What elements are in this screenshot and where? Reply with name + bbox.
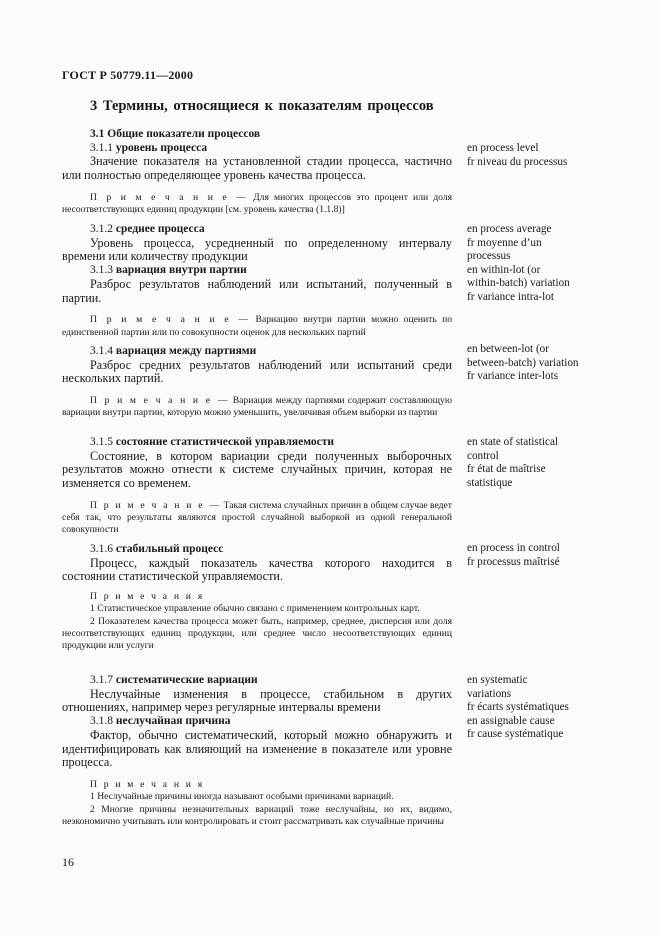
- entry-3-1-4: [62, 345, 452, 420]
- term-line: [62, 264, 452, 278]
- entry-3-1-1: [62, 128, 452, 216]
- term-note: [62, 500, 452, 537]
- equivalent-fr: fr cause systématique: [467, 728, 564, 740]
- note-lead: П р и м е ч а н и е —: [90, 191, 248, 203]
- equivalent-fr: fr variance inter-lots: [467, 370, 559, 382]
- equivalent-fr: fr processus maîtrisé: [467, 555, 560, 568]
- side-equivalents-3-1-6: [467, 542, 647, 569]
- equivalent-en: en assignable cause: [467, 714, 555, 727]
- note-item: 2 Показателем качества процесса может быть, например, среднее, дисперсия или доля несоответствующих единиц продукции, или среднее число несоответствующих единиц продукции или услуги: [62, 615, 452, 651]
- equivalent-en: en process level: [467, 142, 539, 154]
- side-equivalents-3-1-7: [467, 674, 647, 742]
- term-note: [62, 314, 452, 338]
- side-equivalents-3-1-1: [467, 142, 647, 169]
- term-definition: Состояние, в котором вариации среди полученных выборочных результатов можно отнести к системе случайных причин, которая не изменяется со временем.: [62, 448, 452, 491]
- note-lead: П р и м е ч а н и е —: [90, 499, 222, 511]
- note-text: Вариация между партиями содержит составляющую вариации внутри партии, которую можно уменьшить, увеличивая объем выборки из партии: [62, 395, 453, 419]
- note-text: Вариацию внутри партии можно оценить по единственной партии или по совокупности оценок для нескольких партий: [62, 314, 452, 338]
- term-number: 3.1.2: [90, 223, 113, 235]
- term-number: 3.1.5: [90, 436, 113, 448]
- term-number: 3.1.8: [90, 715, 113, 728]
- term-name: неслучайная причина: [115, 715, 231, 728]
- note-lead: П р и м е ч а н и е —: [90, 314, 251, 326]
- term-number: 3.1.1: [90, 141, 113, 154]
- section-title: 3 Термины, относящиеся к показателям процессов: [90, 98, 434, 114]
- side-equivalents-3-1-4: [467, 343, 647, 384]
- term-line: [62, 543, 452, 557]
- note-item: 1 Неслучайные причины иногда называют особыми причинами вариаций.: [90, 791, 394, 803]
- notes-heading: П р и м е ч а н и я: [90, 779, 205, 791]
- subsection-heading: 3.1 Общие показатели процессов: [90, 128, 261, 140]
- note-text: Для многих процессов это процент или доля несоответствующих единиц продукции [см. уровень качества (1.1.8)]: [62, 191, 453, 215]
- term-line: [62, 142, 452, 156]
- entry-3-1-5: [62, 436, 452, 537]
- term-line: [62, 715, 452, 729]
- term-definition: Фактор, обычно систематический, который можно обнаружить и идентифицировать как влияющий на изменение в показателе или уровне процесса.: [62, 727, 452, 770]
- side-equivalents-3-1-5: [467, 436, 647, 490]
- page-number: 16: [62, 855, 74, 869]
- term-number: 3.1.4: [90, 345, 113, 357]
- entry-3-1-7: [62, 674, 452, 828]
- equivalent-fr-cont: statistique: [467, 476, 513, 489]
- term-name: стабильный процесс: [115, 543, 224, 555]
- term-definition: Разброс результатов наблюдений или испытаний, полученный в партии.: [62, 276, 452, 305]
- term-name: систематические вариации: [115, 674, 258, 686]
- term-name: вариация внутри партии: [115, 264, 247, 277]
- term-line: [62, 674, 452, 688]
- equivalent-fr: fr niveau du processus: [467, 155, 568, 168]
- term-number: 3.1.3: [90, 264, 113, 277]
- equivalent-en-cont: control: [467, 449, 499, 462]
- note-text: Такая система случайных причин в общем случае ведет себя так, что результаты являются простой случайной выборкой из одной генеральной совокупности: [62, 499, 452, 536]
- side-equivalents-3-1-2: [467, 223, 647, 304]
- term-note: [62, 395, 452, 419]
- term-definition: Неслучайные изменения в процессе, стабильном в других отношениях, например через регулярные интервалы времени: [62, 686, 452, 715]
- equivalent-en: en between-lot (or: [467, 343, 550, 355]
- notes-heading: П р и м е ч а н и я: [90, 591, 205, 603]
- equivalent-fr: fr variance intra-lot: [467, 290, 554, 303]
- equivalent-en: en state of statistical: [467, 436, 559, 448]
- term-name: среднее процесса: [115, 223, 205, 235]
- equivalent-en: en process in control: [467, 542, 560, 554]
- note-item: 2 Многие причины незначительных вариаций тоже неслучайны, но их, видимо, неэкономично учитывать или контролировать и стоит рассматривать как случайные причины: [62, 803, 452, 827]
- term-name: вариация между партиями: [115, 345, 257, 357]
- equivalent-fr: fr moyenne d’un: [467, 236, 542, 249]
- term-line: [62, 436, 452, 450]
- note-item: 1 Статистическое управление обычно связано с применением контрольных карт.: [90, 603, 420, 615]
- entry-3-1-2: [62, 223, 452, 339]
- term-definition: Уровень процесса, усредненный по определенному интервалу времени или количеству продукции: [62, 235, 452, 264]
- note-lead: П р и м е ч а н и е —: [90, 395, 230, 407]
- term-definition: Процесс, каждый показатель качества которого находится в состоянии статистической управляемости.: [62, 555, 452, 584]
- equivalent-fr: fr état de maîtrise: [467, 463, 546, 475]
- equivalent-en: en within-lot (or: [467, 263, 541, 276]
- term-line: [62, 345, 452, 359]
- equivalent-en: en process average: [467, 223, 552, 235]
- equivalent-en-cont: variations: [467, 687, 512, 700]
- entry-3-1-6: [62, 543, 452, 652]
- term-note: [62, 192, 452, 216]
- term-definition: Значение показателя на установленной стадии процесса, частично или полностью определяющее уровень качества процесса.: [62, 154, 452, 182]
- term-name: уровень процесса: [115, 141, 208, 154]
- term-name: состояние статистической управляемости: [115, 436, 335, 448]
- equivalent-fr-cont: processus: [467, 250, 511, 262]
- equivalent-fr: fr écarts systématiques: [467, 701, 569, 713]
- standard-header: ГОСТ Р 50779.11—2000: [62, 68, 194, 82]
- term-line: [62, 223, 452, 237]
- equivalent-en-cont: between-batch) variation: [467, 356, 579, 369]
- equivalent-en: en systematic: [467, 674, 528, 686]
- term-definition: Разброс средних результатов наблюдений или испытаний среди нескольких партий.: [62, 357, 452, 386]
- term-number: 3.1.7: [90, 674, 113, 686]
- term-number: 3.1.6: [90, 543, 113, 555]
- equivalent-en-cont: within-batch) variation: [467, 277, 570, 289]
